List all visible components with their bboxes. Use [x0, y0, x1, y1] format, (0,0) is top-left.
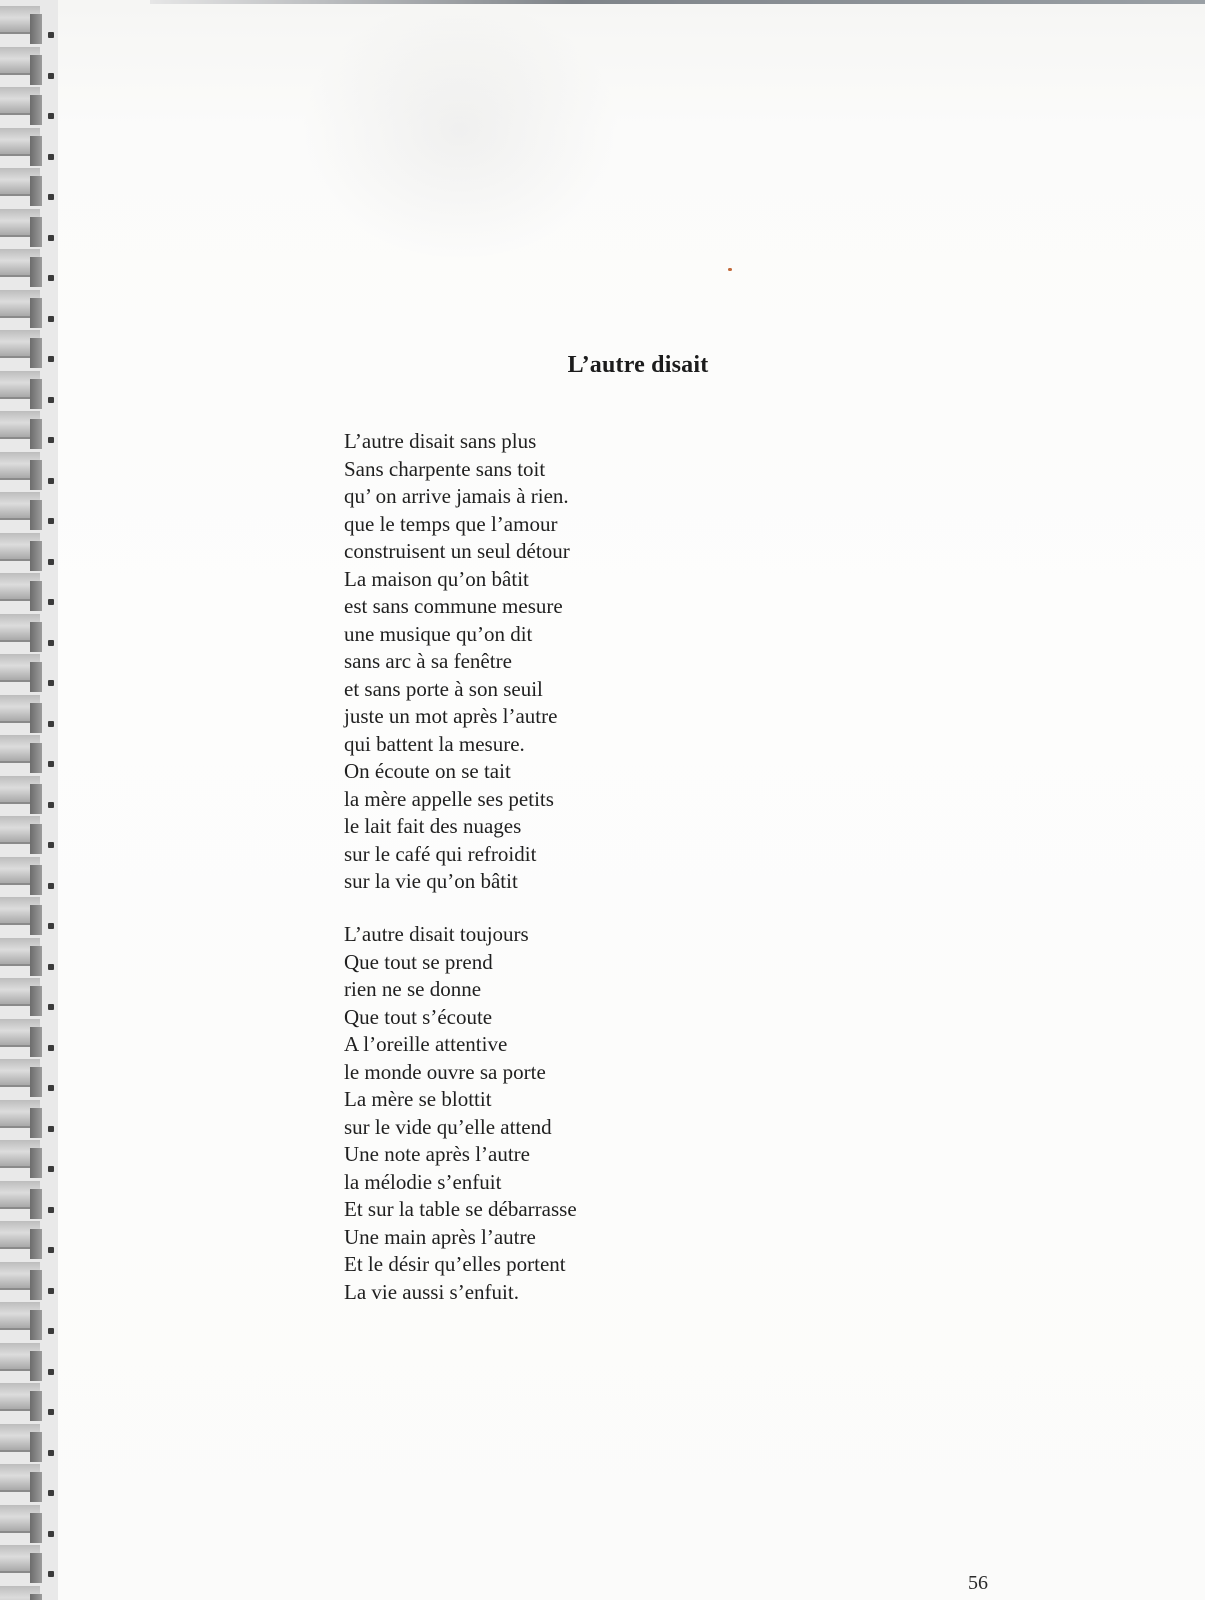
poem-line: qui battent la mesure.	[344, 731, 525, 756]
poem-line: sur le vide qu’elle attend	[344, 1114, 552, 1139]
binding-ring	[0, 1059, 58, 1100]
binding-ring	[0, 1019, 58, 1060]
binding-ring	[0, 492, 58, 533]
poem-line: sur la vie qu’on bâtit	[344, 869, 518, 893]
poem-line: Une note après l’autre	[344, 1142, 530, 1166]
poem-line: une musique qu’on dit	[344, 621, 533, 646]
binding-ring	[0, 371, 58, 412]
poem-line: L’autre disait toujours	[344, 922, 529, 946]
binding-ring	[0, 249, 58, 290]
poem-line: la mère appelle ses petits	[344, 786, 554, 811]
binding-ring	[0, 938, 58, 979]
binding-ring	[0, 1464, 58, 1505]
poem-line: Que tout s’écoute	[344, 1004, 493, 1029]
binding-ring	[0, 1383, 58, 1424]
binding-ring	[0, 1545, 58, 1586]
poem-line: qu’ on arrive jamais à rien.	[344, 484, 569, 508]
poem-line: On écoute on se tait	[344, 759, 511, 783]
poem-line: la mélodie s’enfuit	[344, 1169, 502, 1194]
binding-ring	[0, 1100, 58, 1141]
poem-stanza-2	[344, 921, 577, 1306]
poem-line: L’autre disait sans plus	[344, 429, 537, 453]
binding-ring	[0, 6, 58, 47]
binding-ring	[0, 1586, 58, 1600]
poem-line: Et le désir qu’elles portent	[344, 1252, 566, 1276]
binding-ring	[0, 1262, 58, 1303]
spiral-binding	[0, 0, 58, 1600]
binding-ring	[0, 695, 58, 736]
poem-line: sans arc à sa fenêtre	[344, 649, 512, 673]
binding-ring	[0, 330, 58, 371]
binding-ring	[0, 857, 58, 898]
poem-line: La mère se blottit	[344, 1087, 492, 1111]
binding-ring	[0, 47, 58, 88]
binding-ring	[0, 209, 58, 250]
binding-ring	[0, 573, 58, 614]
binding-ring	[0, 411, 58, 452]
poem-line: sur le café qui refroidit	[344, 841, 537, 866]
poem-line: La vie aussi s’enfuit.	[344, 1279, 519, 1304]
poem-line: A l’oreille attentive	[344, 1032, 508, 1056]
poem-line: rien ne se donne	[344, 977, 482, 1001]
binding-ring	[0, 816, 58, 857]
poem-line: juste un mot après l’autre	[344, 704, 558, 728]
poem-stanza-1	[344, 428, 570, 896]
page-number: 56	[968, 1572, 988, 1594]
binding-ring	[0, 1505, 58, 1546]
poem-line: que le temps que l’amour	[344, 511, 558, 536]
poem-line: le lait fait des nuages	[344, 814, 522, 838]
binding-ring	[0, 1302, 58, 1343]
binding-ring	[0, 897, 58, 938]
poem-title: L’autre disait	[567, 352, 709, 379]
binding-ring	[0, 614, 58, 655]
binding-ring	[0, 978, 58, 1019]
poem-line: est sans commune mesure	[344, 594, 563, 618]
poem-line: construisent un seul détour	[344, 539, 570, 563]
page-smudge	[300, 0, 620, 260]
poem-line: La maison qu’on bâtit	[344, 566, 529, 591]
poem-line: Et sur la table se débarrasse	[344, 1197, 577, 1221]
poem-line: Une main après l’autre	[344, 1224, 536, 1249]
binding-ring	[0, 776, 58, 817]
binding-ring	[0, 452, 58, 493]
binding-ring	[0, 128, 58, 169]
paper-fleck	[728, 268, 732, 271]
binding-ring	[0, 1424, 58, 1465]
binding-ring	[0, 290, 58, 331]
poem-line: et sans porte à son seuil	[344, 676, 543, 701]
binding-ring	[0, 735, 58, 776]
binding-ring	[0, 1140, 58, 1181]
binding-ring	[0, 1343, 58, 1384]
poem-line: le monde ouvre sa porte	[344, 1059, 546, 1084]
poem-line: Sans charpente sans toit	[344, 456, 546, 481]
binding-ring	[0, 168, 58, 209]
binding-ring	[0, 1221, 58, 1262]
binding-ring	[0, 87, 58, 128]
binding-ring	[0, 533, 58, 574]
binding-ring	[0, 654, 58, 695]
binding-ring	[0, 1181, 58, 1222]
poem-line: Que tout se prend	[344, 949, 493, 974]
